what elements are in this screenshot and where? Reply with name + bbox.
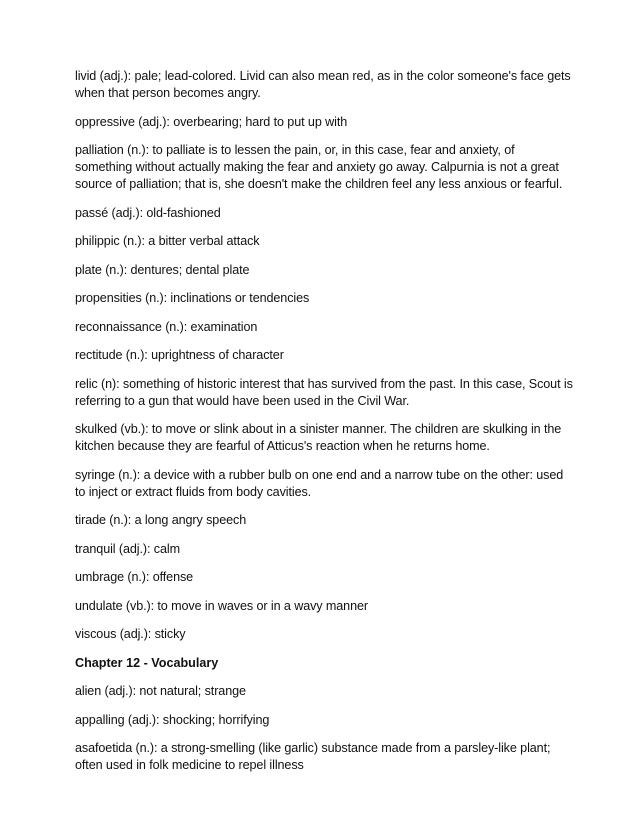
vocab-entry-livid: livid (adj.): pale; lead-colored. Livid can also mean red, as in the color someone's face gets when that person becomes angry.	[75, 69, 571, 100]
vocab-entry-skulked: skulked (vb.): to move or slink about in a sinister manner. The children are skulking in the kitchen because they are fearful of Atticus's reaction when he returns home.	[75, 422, 562, 453]
vocab-entry-appalling: appalling (adj.): shocking; horrifying	[75, 712, 270, 727]
vocab-entry-undulate: undulate (vb.): to move in waves or in a wavy manner	[75, 598, 368, 613]
vocab-entry-viscous: viscous (adj.): sticky	[75, 627, 186, 641]
vocab-entry-plate: plate (n.): dentures; dental plate	[75, 262, 250, 277]
vocab-entry-passe: passé (adj.): old-fashioned	[75, 205, 221, 220]
vocab-entry-tranquil: tranquil (adj.): calm	[75, 541, 180, 556]
vocab-entry-umbrage: umbrage (n.): offense	[75, 570, 194, 584]
vocab-entry-syringe: syringe (n.): a device with a rubber bulb on one end and a narrow tube on the other: used to inject or extract fluids from body cavities.	[75, 467, 564, 499]
vocab-entry-alien: alien (adj.): not natural; strange	[75, 684, 246, 698]
document-page	[75, 68, 575, 786]
vocab-entry-oppressive: oppressive (adj.): overbearing; hard to put up with	[75, 114, 348, 129]
vocab-entry-relic: relic (n): something of historic interest that has survived from the past. In this case, Scout is referring to a gun that would have been used in the Civil War.	[75, 376, 573, 408]
vocab-entry-rectitude: rectitude (n.): uprightness of character	[75, 348, 284, 362]
section-heading: Chapter 12 - Vocabulary	[75, 655, 219, 670]
vocab-entry-palliation: palliation (n.): to palliate is to lessen the pain, or, in this case, fear and anxiety, of something without actually making the fear and anxiety go away. Calpurnia is not a great source of palliation; that is, she doesn't make the children feel any less anxious or fearful.	[75, 143, 563, 191]
vocab-entry-reconnaissance: reconnaissance (n.): examination	[75, 319, 258, 334]
vocab-entry-philippic: philippic (n.): a bitter verbal attack	[75, 234, 260, 248]
vocab-entry-tirade: tirade (n.): a long angry speech	[75, 513, 247, 527]
vocab-entry-asafoetida: asafoetida (n.): a strong-smelling (like garlic) substance made from a parsley-like plant; often used in folk medicine to repel illness	[75, 741, 551, 772]
vocab-entry-propensities: propensities (n.): inclinations or tendencies	[75, 291, 310, 305]
